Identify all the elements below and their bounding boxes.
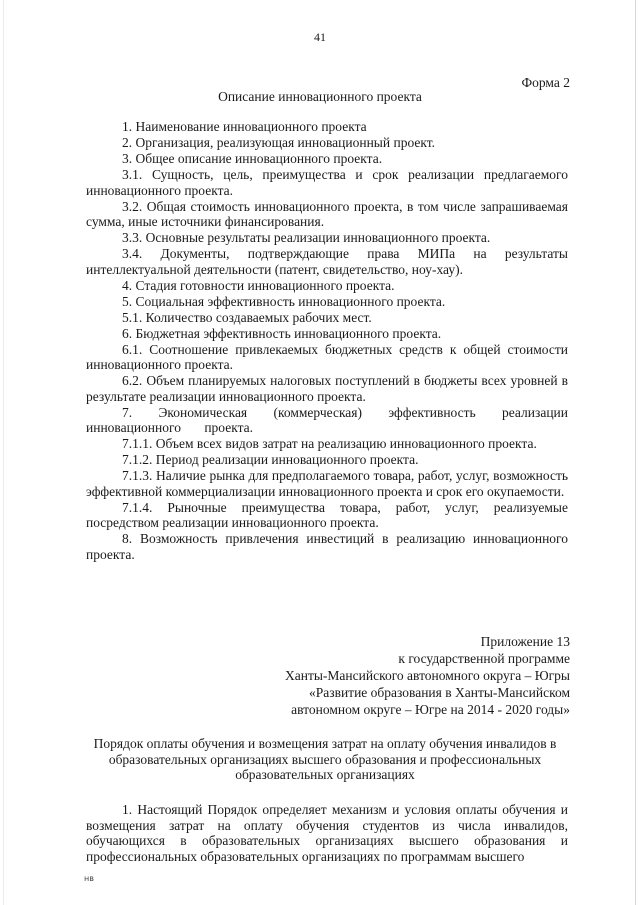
list-item: 7.1.1. Объем всех видов затрат на реализацию инновационного проекта. [122, 436, 537, 451]
list-item: 2. Организация, реализующая инновационный проект. [122, 135, 435, 150]
section-title: Порядок оплаты обучения и возмещения затрат на оплату обучения инвалидов в образовательных организациях высшего образования и профессиональных образовательных организациях [93, 736, 557, 782]
list-item: 3.3. Основные результаты реализации инновационного проекта. [122, 230, 491, 245]
form-label: Форма 2 [521, 75, 570, 90]
project-description-list [86, 119, 568, 563]
list-item: 1. Наименование инновационного проекта [122, 119, 367, 134]
list-item: 7.1.2. Период реализации инновационного проекта. [122, 452, 419, 467]
scan-edge-left [3, 0, 4, 905]
list-item: 5.1. Количество создаваемых рабочих мест. [122, 309, 372, 325]
list-item: 3. Общее описание инновационного проекта. [122, 151, 383, 166]
list-item: 6.1. Соотношение привлекаемых бюджетных средств к общей стоимости инновационного проекта. [86, 341, 568, 372]
paragraph: 1. Настоящий Порядок определяет механизм и условия оплаты обучения и возмещения затрат на оплату обучения студентов из числа инвалидов, обучающихся в образовательных организациях высшего образования и профессиональных образовательных организациях по программам высшего [86, 802, 568, 864]
list-item: 7. Экономическая (коммерческая) эффективность реализации инновационного проекта. [86, 404, 568, 435]
list-item: 8. Возможность привлечения инвестиций в реализацию инновационного проекта. [86, 531, 568, 562]
page-number: 41 [314, 30, 326, 44]
list-item: 6. Бюджетная эффективность инновационного проекта. [122, 325, 442, 341]
list-item: 4. Стадия готовности инновационного проекта. [122, 277, 395, 293]
document-title: Описание инновационного проекта [218, 89, 422, 104]
list-item: 7.1.3. Наличие рынка для предполагаемого товара, работ, услуг, возможность эффективной коммерциализации инновационного проекта и срок его окупаемости. [86, 468, 568, 499]
appendix-line: к государственной программе [398, 651, 570, 666]
list-item: 3.2. Общая стоимость инновационного проекта, в том числе запрашиваемая сумма, иные источники финансирования. [86, 198, 568, 229]
list-item: 3.4. Документы, подтверждающие права МИПа на результаты интеллектуальной деятельности (патент, свидетельство, ноу-хау). [86, 246, 568, 277]
list-item: 6.2. Объем планируемых налоговых поступлений в бюджеты всех уровней в результате реализации инновационного проекта. [86, 373, 568, 404]
appendix-line: автономном округе – Югре на 2014 - 2020 годы» [291, 702, 570, 717]
scan-edge-right [635, 0, 636, 905]
appendix-line: «Развитие образования в Ханты-Мансийском [308, 685, 570, 700]
appendix-header [210, 633, 570, 718]
list-item: 7.1.4. Рыночные преимущества товара, работ, услуг, реализуемые посредством реализации инновационного проекта. [86, 499, 568, 530]
appendix-line: Ханты-Мансийского автономного округа – Югры [285, 668, 570, 683]
footer-mark: нв [84, 874, 94, 883]
list-item: 3.1. Сущность, цель, преимущества и срок реализации предлагаемого инновационного проекта. [86, 167, 568, 198]
list-item: 5. Социальная эффективность инновационного проекта. [122, 293, 446, 309]
appendix-line: Приложение 13 [480, 634, 570, 649]
